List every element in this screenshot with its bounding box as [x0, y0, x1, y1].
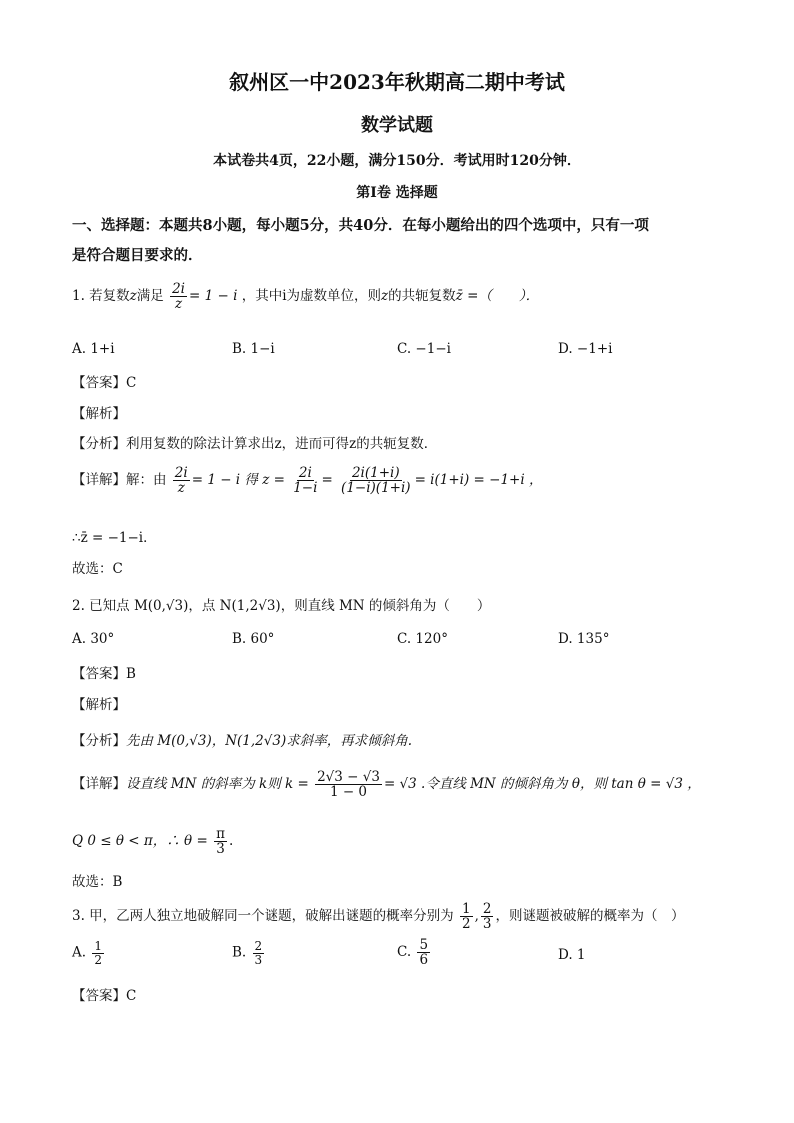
q2-option-c: C. 120° [397, 631, 448, 647]
q1-conclusion: ∴z̄ = −1−i． [72, 530, 157, 546]
q2-choose: 故选：B [72, 874, 123, 890]
q1-fenxi: 【分析】利用复数的除法计算求出z，进而可得z的共轭复数． [72, 436, 438, 452]
question-3-stem: 3. 甲，乙两人独立地破解同一个谜题，破解出谜题的概率分别为 $\frac{1}{2}$ , $\frac{2}{3}$ ，则谜题被破解的概率为（ ） [72, 901, 685, 933]
q2-option-d: D. 135° [558, 631, 610, 647]
q1-option-b: B. 1−i [232, 341, 275, 357]
section-heading-line1: 一、选择题：本题共8小题，每小题5分，共40分．在每小题给出的四个选项中，只有一项 [72, 217, 649, 234]
q2-detail: 【详解】设直线 MN 的斜率为 k则 k = $\frac{2√3 - √3}{1 - 0}$ = √3 .令直线 MN 的倾斜角为 θ，则 tan θ = √3 ， [72, 769, 701, 801]
q2-answer: 【答案】B [72, 666, 136, 682]
q2-fenxi: 【分析】先由 M(0,√3)，N(1,2√3)求斜率，再求倾斜角. [72, 733, 413, 749]
q1-answer: 【答案】C [72, 375, 137, 391]
q1-option-a: A. 1+i [72, 341, 115, 357]
q2-option-a: A. 30° [72, 631, 115, 647]
exam-info: 本试卷共4页，22小题，满分150分．考试用时120分钟． [213, 153, 581, 169]
q2-option-b: B. 60° [232, 631, 275, 647]
q3-answer: 【答案】C [72, 988, 137, 1004]
part-title: 第I卷 选择题 [356, 185, 438, 201]
q1-option-d: D. −1+i [558, 341, 613, 357]
q2-line2: Q 0 ≤ θ < π，∴ θ = $\frac{\pi}{3}$ . [72, 826, 234, 858]
q3-option-b: B. $\frac{2}{3}$ [232, 939, 263, 967]
q2-analysis-tag: 【解析】 [72, 697, 126, 713]
q1-choose: 故选：C [72, 561, 123, 577]
subject-title: 数学试题 [361, 115, 433, 136]
question-1-stem: 1. 若复数z满足 $\frac{2i}{z}$ = 1 − i ，其中i为虚数单位，则z的共轭复数z̄ =（ ）． [72, 281, 540, 313]
q1-analysis-tag: 【解析】 [72, 406, 126, 422]
exam-title: 叙州区一中2023年秋期高二期中考试 [229, 70, 565, 94]
q3-option-a: A. $\frac{1}{2}$ [72, 939, 102, 967]
q3-option-d: D. 1 [558, 947, 586, 963]
question-2-stem: 2. 已知点 M(0,√3)，点 N(1,2√3)，则直线 MN 的倾斜角为（ ） [72, 598, 491, 614]
q3-option-c: C. $\frac{5}{6}$ [397, 937, 429, 969]
q1-fraction: $\frac{2i}{z}$ [172, 281, 186, 313]
section-heading-line2: 是符合题目要求的． [72, 247, 203, 264]
q1-detail: 【详解】解：由 $\frac{2i}{z}$ = 1 − i 得 z = $\frac{2i}{1-i}$ = $\frac{2i(1+i)}{(1-i)(1+i)}$ = i(1+i) = −1+i ， [72, 465, 543, 497]
q1-option-c: C. −1−i [397, 341, 451, 357]
